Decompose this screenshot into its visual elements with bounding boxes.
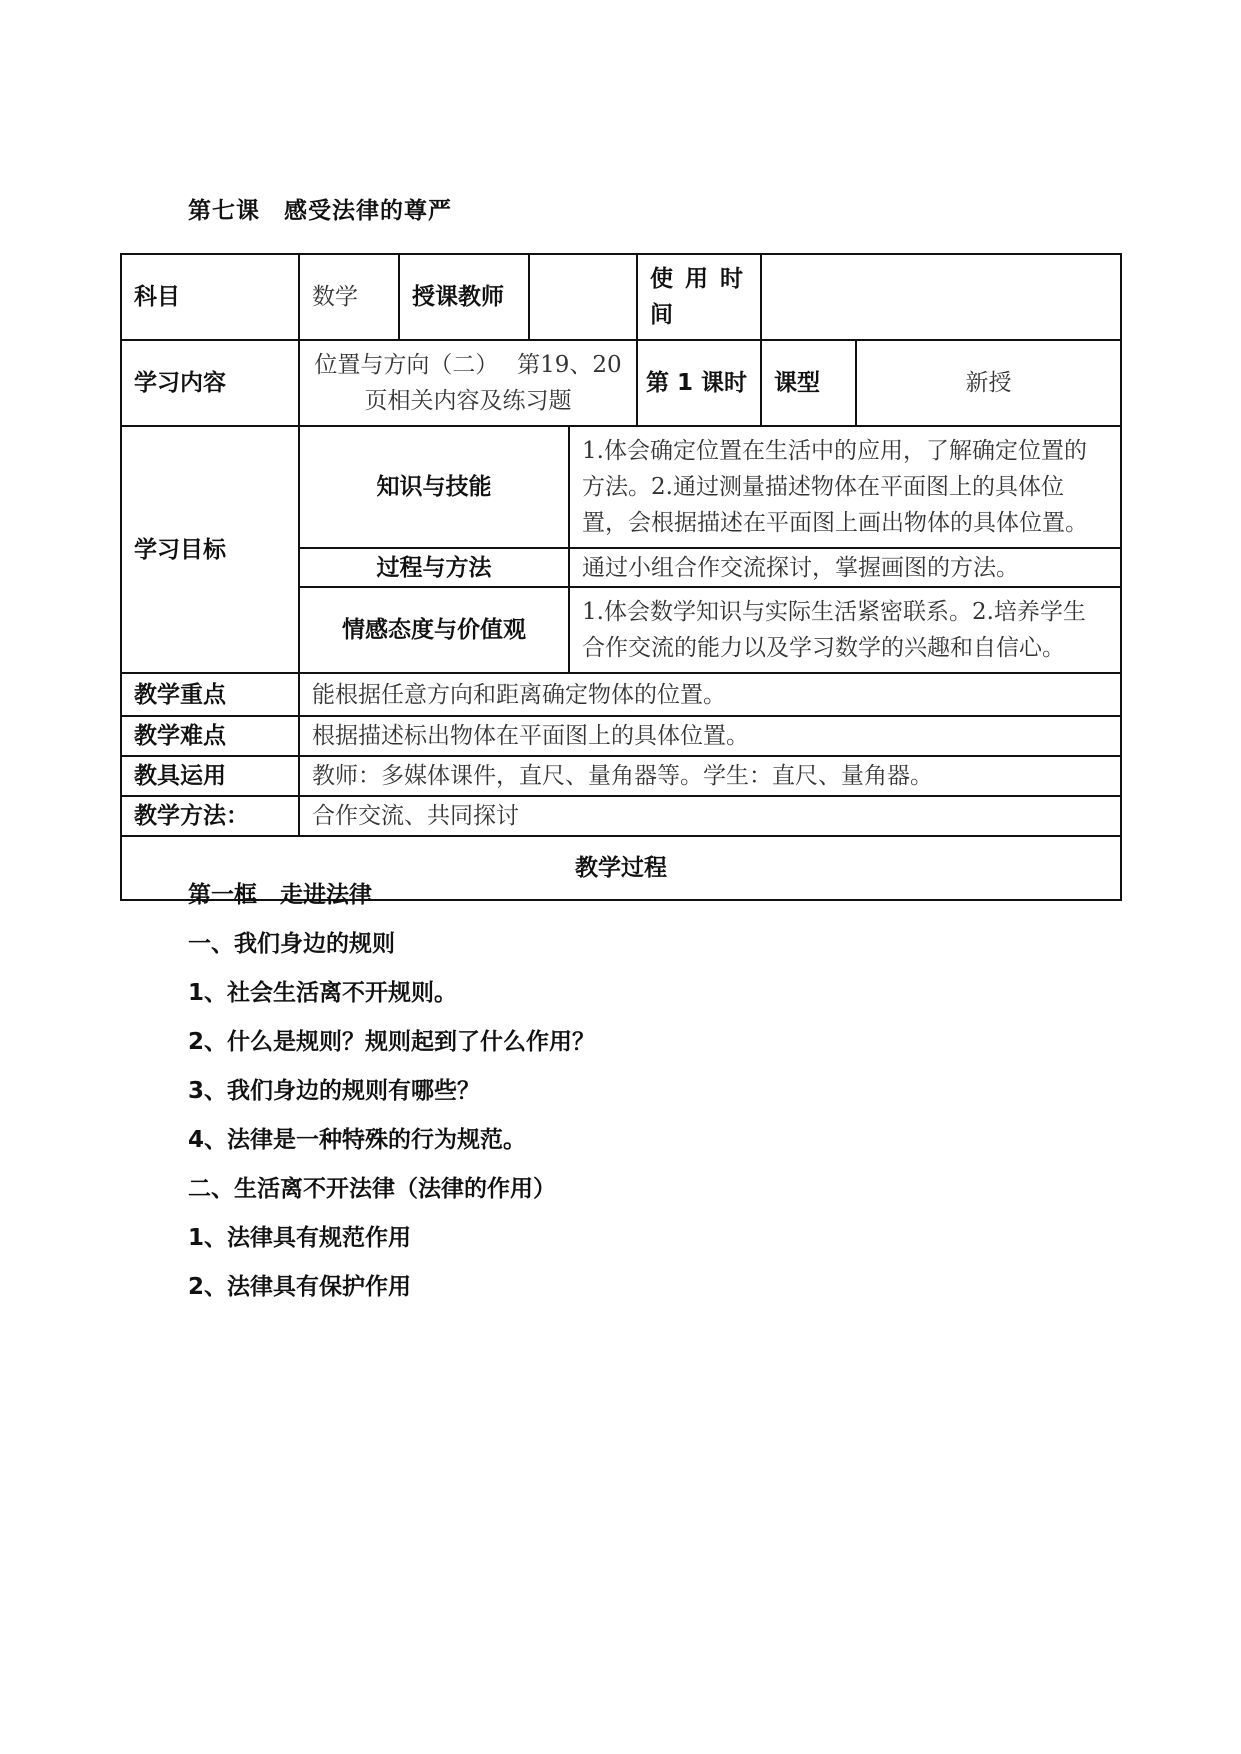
goal-knowledge-label: 知识与技能: [299, 426, 569, 548]
tools-value: 教师：多媒体课件，直尺、量角器等。学生：直尺、量角器。: [299, 756, 1121, 796]
difficulty-label: 教学难点: [121, 716, 299, 756]
tools-label: 教具运用: [121, 756, 299, 796]
lesson-outline: [188, 875, 1088, 1316]
subject-label: 科目: [121, 254, 299, 340]
goals-label: 学习目标: [121, 426, 299, 673]
goal-attitude-text: 1.体会数学知识与实际生活紧密联系。2.培养学生合作交流的能力以及学习数学的兴趣和自信心。: [569, 587, 1121, 673]
time-value: [761, 254, 1121, 340]
lesson-plan-table: [120, 253, 1122, 901]
key-label: 教学重点: [121, 673, 299, 716]
method-label: 教学方法：: [121, 796, 299, 836]
period-label: 第 1 课时: [637, 340, 761, 426]
row-difficulty: [121, 716, 1121, 756]
content-value: [299, 340, 637, 426]
row-subject: [121, 254, 1121, 340]
outline-line: 第一框 走进法律: [188, 882, 372, 908]
row-tools: [121, 756, 1121, 796]
page-title: 第七课 感受法律的尊严: [188, 198, 452, 224]
outline-line: 2、法律具有保护作用: [188, 1274, 412, 1300]
row-key: [121, 673, 1121, 716]
method-value: 合作交流、共同探讨: [299, 796, 1121, 836]
outline-line: 1、法律具有规范作用: [188, 1225, 412, 1251]
teacher-label: 授课教师: [399, 254, 529, 340]
difficulty-value: 根据描述标出物体在平面图上的具体位置。: [299, 716, 1121, 756]
teacher-value: [529, 254, 637, 340]
outline-line: 2、什么是规则？规则起到了什么作用？: [188, 1029, 596, 1055]
time-label: 使 用 时 间: [637, 254, 761, 340]
goal-process-text: 通过小组合作交流探讨，掌握画图的方法。: [569, 548, 1121, 587]
row-method: [121, 796, 1121, 836]
row-goal-knowledge: [121, 426, 1121, 548]
content-line-1: 位置与方向（二） 第19、20: [314, 352, 622, 378]
outline-line: 4、法律是一种特殊的行为规范。: [188, 1127, 527, 1153]
key-value: 能根据任意方向和距离确定物体的位置。: [299, 673, 1121, 716]
goal-knowledge-text: 1.体会确定位置在生活中的应用，了解确定位置的方法。2.通过测量描述物体在平面图上的具体位置，会根据描述在平面图上画出物体的具体位置。: [569, 426, 1121, 548]
content-line-2: 页相关内容及练习题: [364, 388, 572, 414]
row-content: [121, 340, 1121, 426]
content-label: 学习内容: [121, 340, 299, 426]
process-heading: 教学过程: [121, 836, 1121, 900]
subject-value: 数学: [299, 254, 399, 340]
type-value: 新授: [856, 340, 1121, 426]
outline-line: 3、我们身边的规则有哪些？: [188, 1078, 481, 1104]
outline-line: 一、我们身边的规则: [188, 931, 395, 957]
outline-line: 1、社会生活离不开规则。: [188, 980, 458, 1006]
outline-line: 二、生活离不开法律（法律的作用）: [188, 1176, 556, 1202]
goal-attitude-label: 情感态度与价值观: [299, 587, 569, 673]
type-label: 课型: [761, 340, 856, 426]
goal-process-label: 过程与方法: [299, 548, 569, 587]
